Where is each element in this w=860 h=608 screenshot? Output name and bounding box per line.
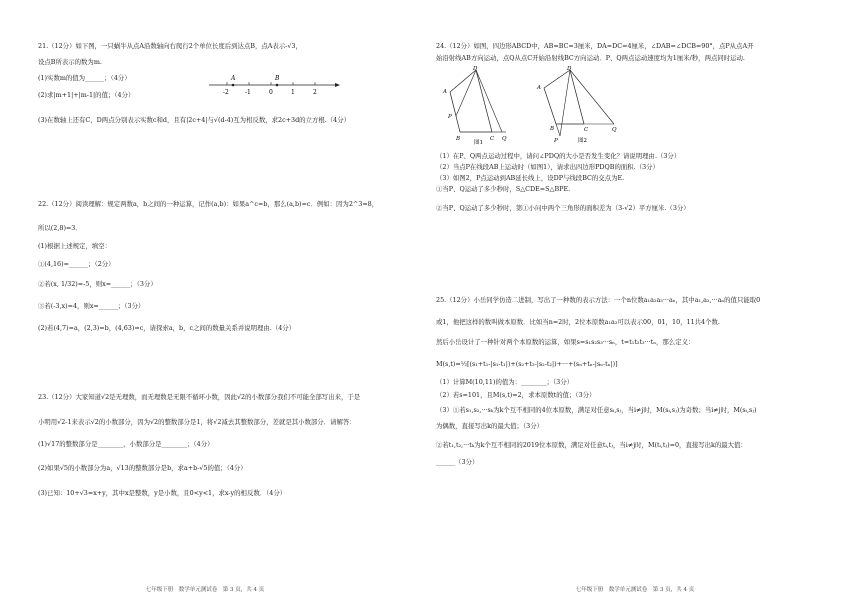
svg-text:B: B xyxy=(456,136,461,142)
q23-line1: 23.（12分）大家知道√2是无理数，而无理数是无限不循环小数，因此√2的小数部分我们不可能全部写出来，于是 xyxy=(38,393,361,401)
q25-line8: 为偶数，直接写出k的最大值；（3分） xyxy=(436,422,543,430)
svg-text:A: A xyxy=(443,89,447,95)
figure-2 xyxy=(536,66,617,144)
q24-line1: 24.（12分）如图，四边形ABCD中，AB=BC=3厘米，DA=DC=4厘米，∠DAB=∠DCB=90°，点P从点A开 xyxy=(436,42,754,50)
q21-line3: (1)实数m的值为______；（4分） xyxy=(38,74,131,82)
q21-line5: (3)在数轴上还有C，D两点分别表示实数c和d，且有|2c+4|与√(d-4)互为相反数，求2c+3d的立方根.（4分） xyxy=(38,116,351,124)
q22-line7: (2)若(4,7)=a，(2,3)=b，(4,63)=c，请探索a，b，c之间的数量关系并说明理由.（4分） xyxy=(38,324,296,332)
figure-1-caption: 图1 xyxy=(474,140,483,146)
q21-line2: 设点B所表示的数为m. xyxy=(38,58,102,66)
point-a-label: A xyxy=(231,75,236,82)
q23-line2: 小明用√2-1来表示√2的小数部分，因为√2的整数部分是1，将√2减去其整数部分，差就是其小数部分．请解答： xyxy=(38,418,356,426)
figure-2-caption: 图2 xyxy=(578,138,587,144)
q25-line9: ②若t₁,t₂,···tₖ为k个互不相同的2019位本原数，满足对任意tᵢ,tⱼ，当i≠j时，M(tᵢ,tⱼ)=0，直接写出k的最大值： xyxy=(436,441,747,449)
q21-line4: (2)求|m+1|+|m-1|的值；（4分） xyxy=(38,91,135,99)
q22-line6: ③若(-3,x)=4，则x=______；（3分） xyxy=(38,302,145,310)
svg-text:C: C xyxy=(490,136,495,142)
q24-line6: ①当P、Q运动了多少秒时，S△CDE=S△BPE. xyxy=(436,185,571,193)
figure-1 xyxy=(442,66,507,146)
svg-text:C: C xyxy=(584,127,589,133)
q22-line5: ②若(x, 1/32)=-5，则x=______；（3分） xyxy=(38,280,157,288)
svg-text:D: D xyxy=(567,66,572,72)
q25-line7: （3）①若s₁,s₂,···sₖ为k个互不相同的4位本原数，满足对任意sᵢ,sⱼ，当i≠j时，M(sᵢ,sⱼ)为奇数；当i≠j时，M(sᵢ,sⱼ) xyxy=(436,406,757,414)
svg-text:P: P xyxy=(448,114,452,120)
quadrilateral-figures xyxy=(436,66,626,146)
right-page xyxy=(430,0,840,608)
tick-label: 2 xyxy=(313,89,317,96)
q24-line2: 始沿射线AB方向运动，点Q从点C开始沿射线BC方向运动．P、Q两点运动速度均为1厘米/秒，两点同时运动. xyxy=(436,54,745,62)
tick-label: 0 xyxy=(269,89,273,96)
tick-label: 1 xyxy=(291,89,295,96)
q24-line5: （3）如图2，P点运动到AB延长线上，设DP与线段BC的交点为E. xyxy=(436,174,625,182)
q25-line1: 25.（12分）小岳同学仿造二进制，写出了一种数的表示方法：一个n位数a₁a₂a₃···aₙ，其中a₁,a₂,···aₙ的值只能取0 xyxy=(436,296,761,304)
svg-text:Q: Q xyxy=(502,136,507,142)
page-footer-left: 七年级下册 数学单元测试卷 第 3 页，共 4 页 xyxy=(145,586,265,593)
point-b-dot xyxy=(276,84,279,87)
point-a-dot xyxy=(232,84,235,87)
svg-text:B: B xyxy=(550,126,555,132)
svg-text:Q: Q xyxy=(612,127,617,133)
page-footer-right: 七年级下册 数学单元测试卷 第 3 页，共 4 页 xyxy=(575,586,695,593)
svg-text:A: A xyxy=(537,85,541,91)
svg-text:D: D xyxy=(473,66,478,72)
q24-line3: （1）在P、Q两点运动过程中，请问∠PDQ的大小是否发生变化？请说明理由.（3分） xyxy=(436,152,681,160)
left-page xyxy=(0,0,410,608)
number-line-figure xyxy=(205,74,345,100)
q22-line3: (1)根据上述规定，填空： xyxy=(38,242,111,250)
q24-line7: ②当P、Q运动了多少秒时，第①小问中两个三角形的面积差为（3-√2）平方厘米.（3分） xyxy=(436,204,690,212)
q22-line4: ①(4,16)=______；（2分） xyxy=(38,260,115,268)
q23-line3: (1)√17的整数部分是________，小数部分是________；（4分） xyxy=(38,440,214,448)
svg-text:P: P xyxy=(554,138,558,144)
q25-line3: 然后小岳设计了一种针对两个本原数的运算，如果s=s₁s₂s₃···sₙ，t=t₁t₂t₃···tₙ，那么定义： xyxy=(436,338,695,346)
point-b-label: B xyxy=(275,75,280,82)
tick-label: -2 xyxy=(223,89,229,96)
q25-line10: ______（3分） xyxy=(436,458,479,466)
q24-line4: （2）当点P在线段AB上运动时（如图1），请求出四边形PDQB的面积.（3分） xyxy=(436,163,659,171)
q23-line5: (3)已知：10+√3=x+y，其中x是整数，y是小数，且0<y<1，求x-y的相反数．（4分） xyxy=(38,489,287,497)
q25-line4: M(s,t)=½[(s₁+t₁-|s₁-t₁|)+(s₂+t₂-|s₂-t₂|)+···+(sₙ+tₙ-|sₙ-tₙ|)] xyxy=(436,360,618,368)
q25-line2: 或1，他把这样的数叫做本原数．比如当n=2时，2位本原数a₁a₂可以表示00，01，10，11共4个数. xyxy=(436,318,720,326)
q25-line5: （1）计算M(10,11)的值为：________；（3分） xyxy=(436,378,574,386)
q23-line4: (2)如果√5的小数部分为a，√13的整数部分是b，求a+b-√5的值；（4分） xyxy=(38,464,247,472)
tick-label: -1 xyxy=(245,89,251,96)
q25-line6: （2）若s=101，且M(s,t)=2，求本原数t的值；（3分） xyxy=(436,391,596,399)
q22-line2: 所以(2,8)=3． xyxy=(38,224,82,232)
q22-line1: 22.（12分）阅读理解：规定两数a，b之间的一种运算，记作(a,b)：如果a^c=b，那么(a,b)=c．例如：因为2^3=8， xyxy=(38,200,379,208)
q21-line1: 21.（12分）如下图，一只蜗牛从点A沿数轴向右爬行2个单位长度后到达点B，点A表示-√3， xyxy=(38,42,302,50)
